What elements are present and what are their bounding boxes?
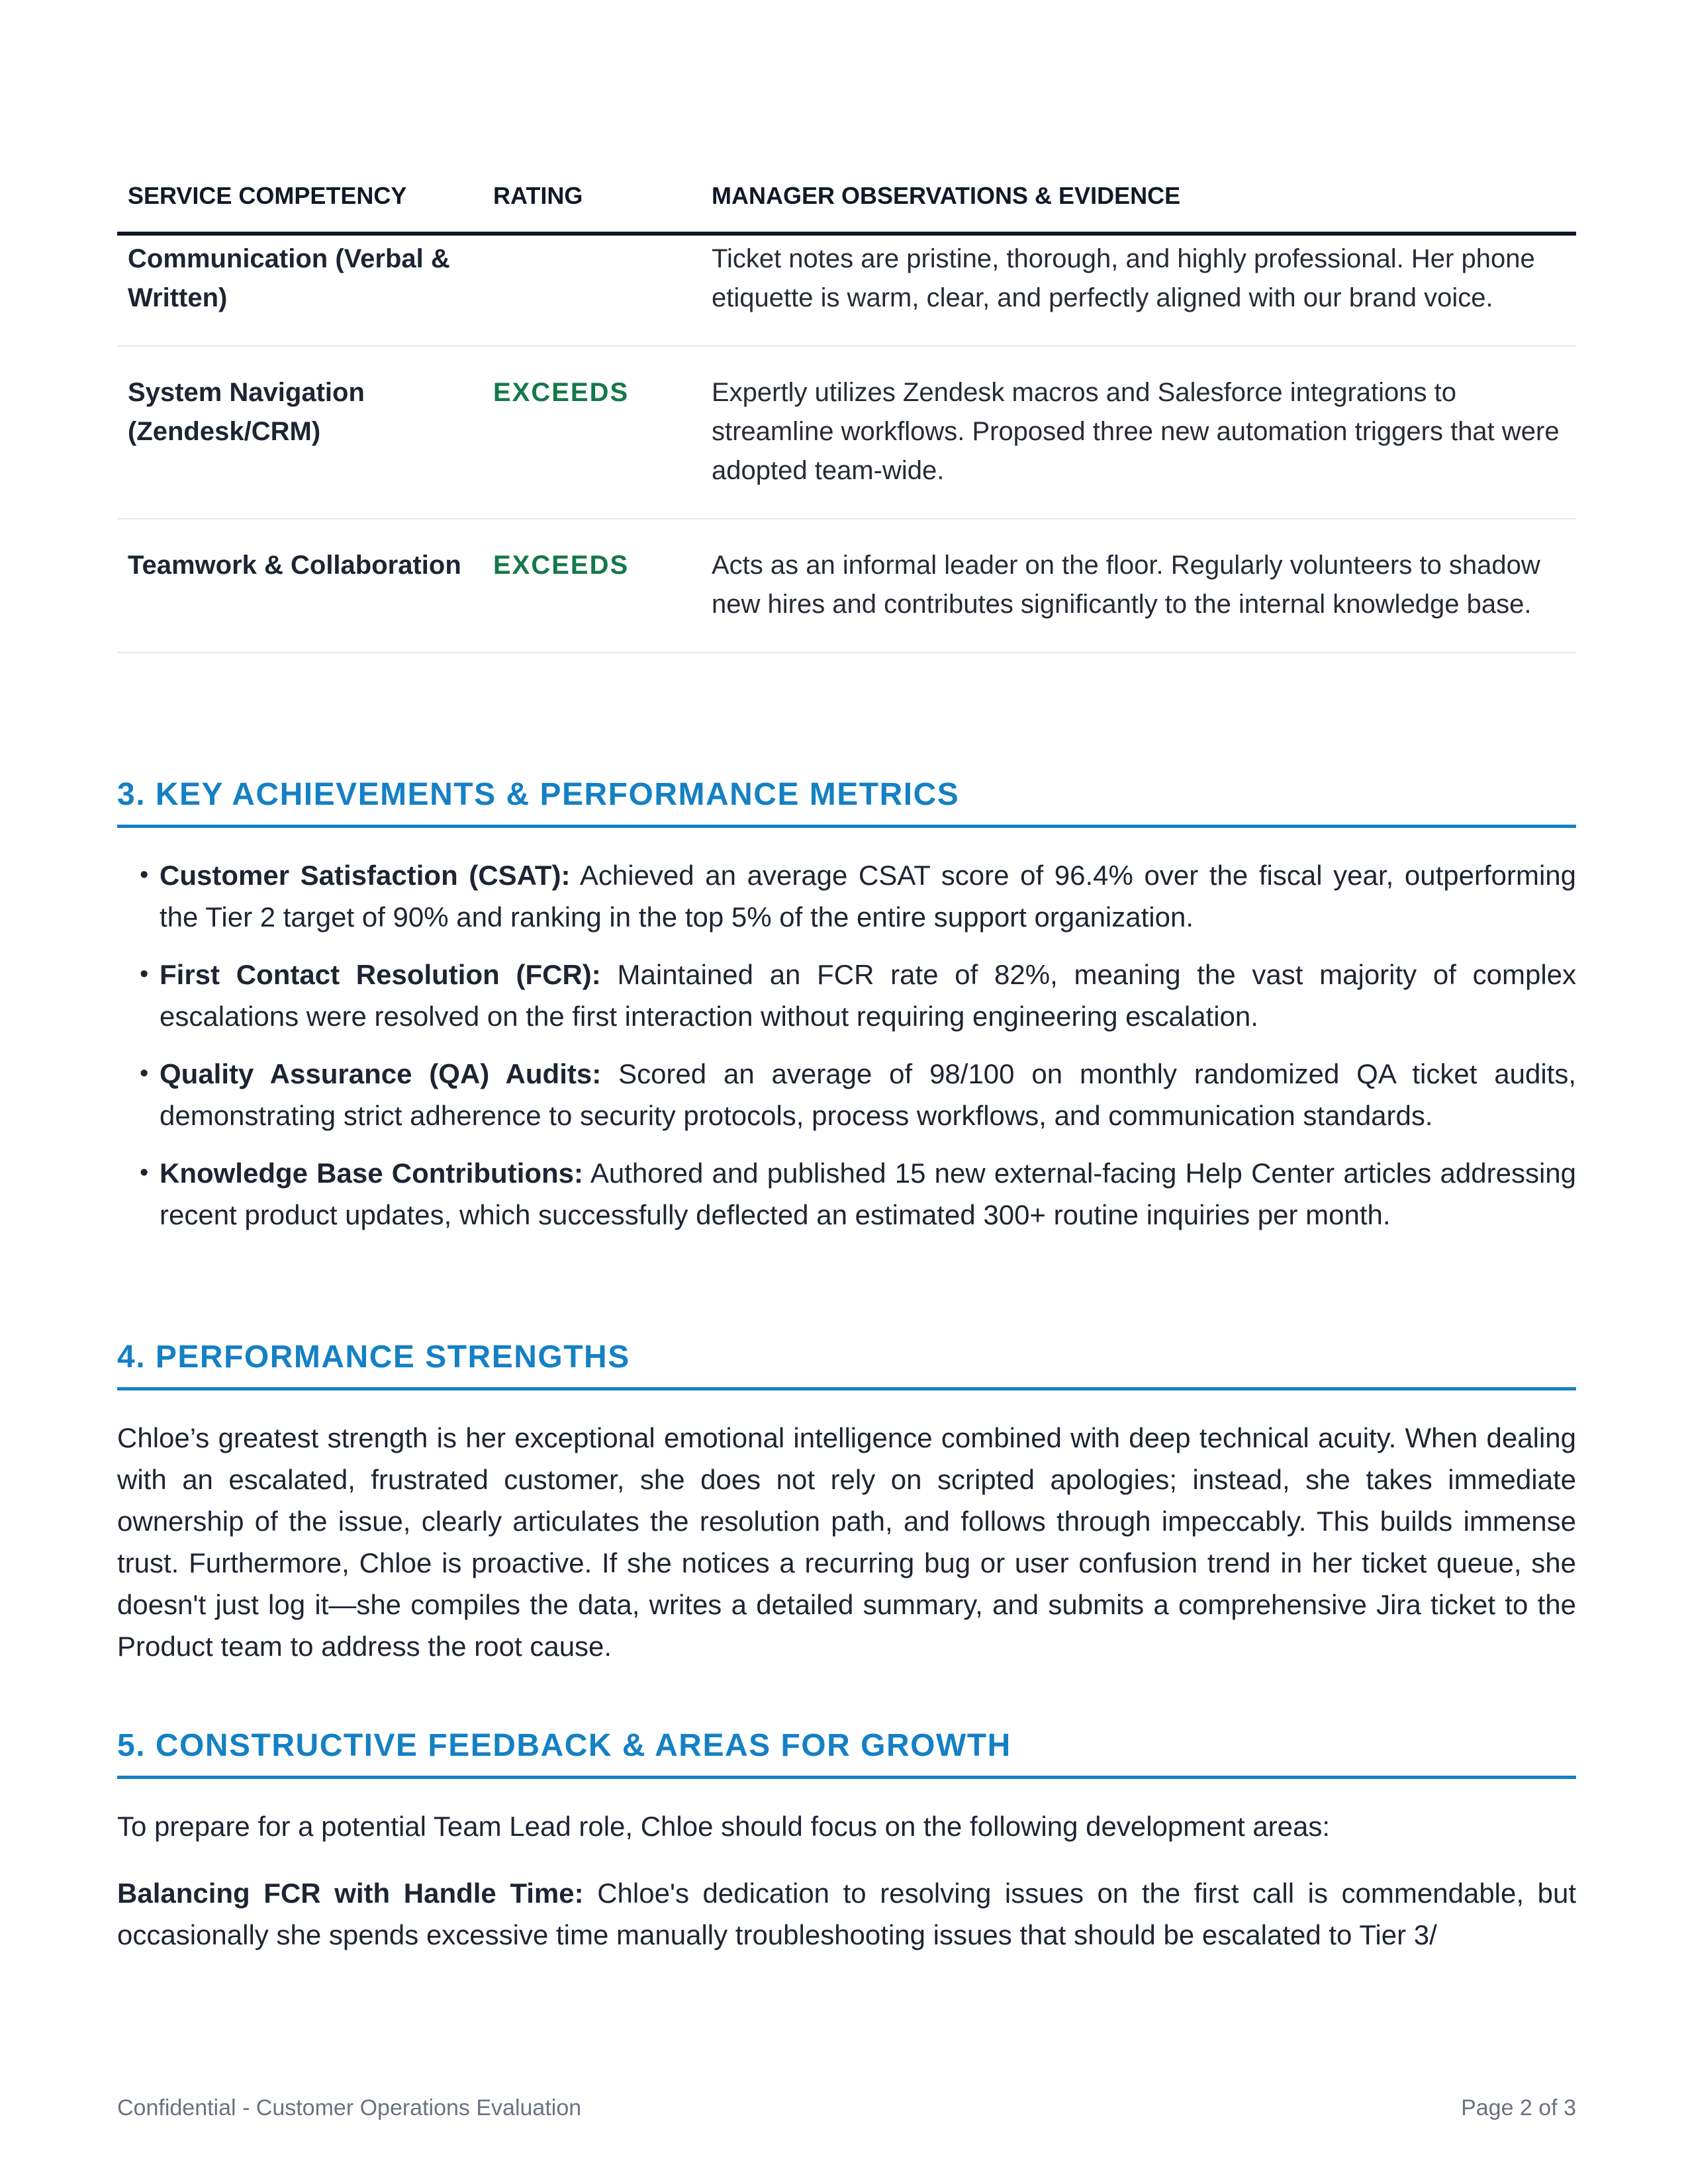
metric-label: Customer Satisfaction (CSAT):: [160, 860, 571, 891]
rating-cell: EXCEEDS: [483, 519, 701, 653]
metric-text: Achieved an average CSAT score of 96.4% over the fiscal year, outperforming the Tier 2 target of 90% and ranking in the top 5% of the entire support organization.: [160, 860, 1577, 933]
section-key-achievements: [117, 774, 1576, 1251]
list-item: [117, 1053, 1576, 1136]
feedback-intro: To prepare for a potential Team Lead role, Chloe should focus on the following development areas:: [117, 1811, 1331, 1842]
header-competency: SERVICE COMPETENCY: [117, 175, 483, 234]
bullet-icon: •: [140, 1159, 149, 1187]
bullet-icon: •: [140, 861, 149, 889]
rating-cell: EXCEEDS: [483, 346, 701, 519]
metric-label: Quality Assurance (QA) Audits:: [160, 1058, 602, 1089]
observation-cell: Ticket notes are pristine, thorough, and highly professional. Her phone etiquette is warm, clear, and perfectly aligned with our brand voice.: [701, 234, 1576, 346]
list-item: [117, 1152, 1576, 1236]
metric-label: First Contact Resolution (FCR):: [160, 959, 601, 990]
competency-cell: Teamwork & Collaboration: [117, 519, 483, 653]
feedback-item-label: Balancing FCR with Handle Time:: [117, 1878, 584, 1909]
competency-cell: System Navigation (Zendesk/CRM): [117, 346, 483, 519]
bullet-icon: •: [140, 1060, 149, 1087]
competency-table: [117, 175, 1576, 653]
table-row: [117, 234, 1576, 346]
section-title: 4. PERFORMANCE STRENGTHS: [117, 1337, 1576, 1390]
table-header-row: [117, 175, 1576, 234]
observation-cell: Expertly utilizes Zendesk macros and Salesforce integrations to streamline workflows. Proposed three new automation triggers that were adopted team-wide.: [701, 346, 1576, 519]
footer-confidential: Confidential - Customer Operations Evaluation: [117, 2095, 582, 2120]
metric-label: Knowledge Base Contributions:: [160, 1158, 584, 1189]
header-rating: RATING: [483, 175, 701, 234]
list-item: [117, 854, 1576, 938]
competency-cell: Communication (Verbal & Written): [117, 234, 483, 346]
page-footer: [117, 2095, 1576, 2121]
bullet-icon: •: [140, 960, 149, 988]
header-observations: MANAGER OBSERVATIONS & EVIDENCE: [701, 175, 1576, 234]
table-row: [117, 519, 1576, 653]
section-constructive-feedback: [117, 1725, 1576, 1956]
section-performance-strengths: [117, 1337, 1576, 1667]
metric-text: Authored and published 15 new external-facing Help Center articles addressing recent product updates, which successfully deflected an estimated 300+ routine inquiries per month.: [160, 1158, 1576, 1230]
feedback-item-text: Chloe's dedication to resolving issues on the first call is commendable, but occasionally she spends excessive time manually troubleshooting issues that should be escalated to Tier 3/: [117, 1878, 1577, 1950]
rating-cell: [483, 234, 701, 346]
metric-text: Scored an average of 98/100 on monthly randomized QA ticket audits, demonstrating strict adherence to security protocols, process workflows, and communication standards.: [160, 1058, 1576, 1131]
list-item: [117, 954, 1576, 1037]
observation-cell: Acts as an informal leader on the floor. Regularly volunteers to shadow new hires and contributes significantly to the internal knowledge base.: [701, 519, 1576, 653]
footer-page-number: Page 2 of 3: [1461, 2095, 1576, 2120]
strengths-paragraph: Chloe’s greatest strength is her exceptional emotional intelligence combined with deep technical acuity. When dealing with an escalated, frustrated customer, she does not rely on scripted apologies; instead, she takes immediate ownership of the issue, clearly articulates the resolution path, and follows through impeccably. This builds immense trust. Furthermore, Chloe is proactive. If she notices a recurring bug or user confusion trend in her ticket queue, she doesn't just log it—she compiles the data, writes a detailed summary, and submits a comprehensive Jira ticket to the Product team to address the root cause.: [117, 1422, 1576, 1662]
feedback-item: [117, 1872, 1576, 1956]
metric-text: Maintained an FCR rate of 82%, meaning the vast majority of complex escalations were resolved on the first interaction without requiring engineering escalation.: [160, 959, 1577, 1032]
section-title: 5. CONSTRUCTIVE FEEDBACK & AREAS FOR GROWTH: [117, 1725, 1576, 1779]
metrics-list: [117, 854, 1576, 1236]
table-row: [117, 346, 1576, 519]
section-title: 3. KEY ACHIEVEMENTS & PERFORMANCE METRICS: [117, 774, 1576, 828]
